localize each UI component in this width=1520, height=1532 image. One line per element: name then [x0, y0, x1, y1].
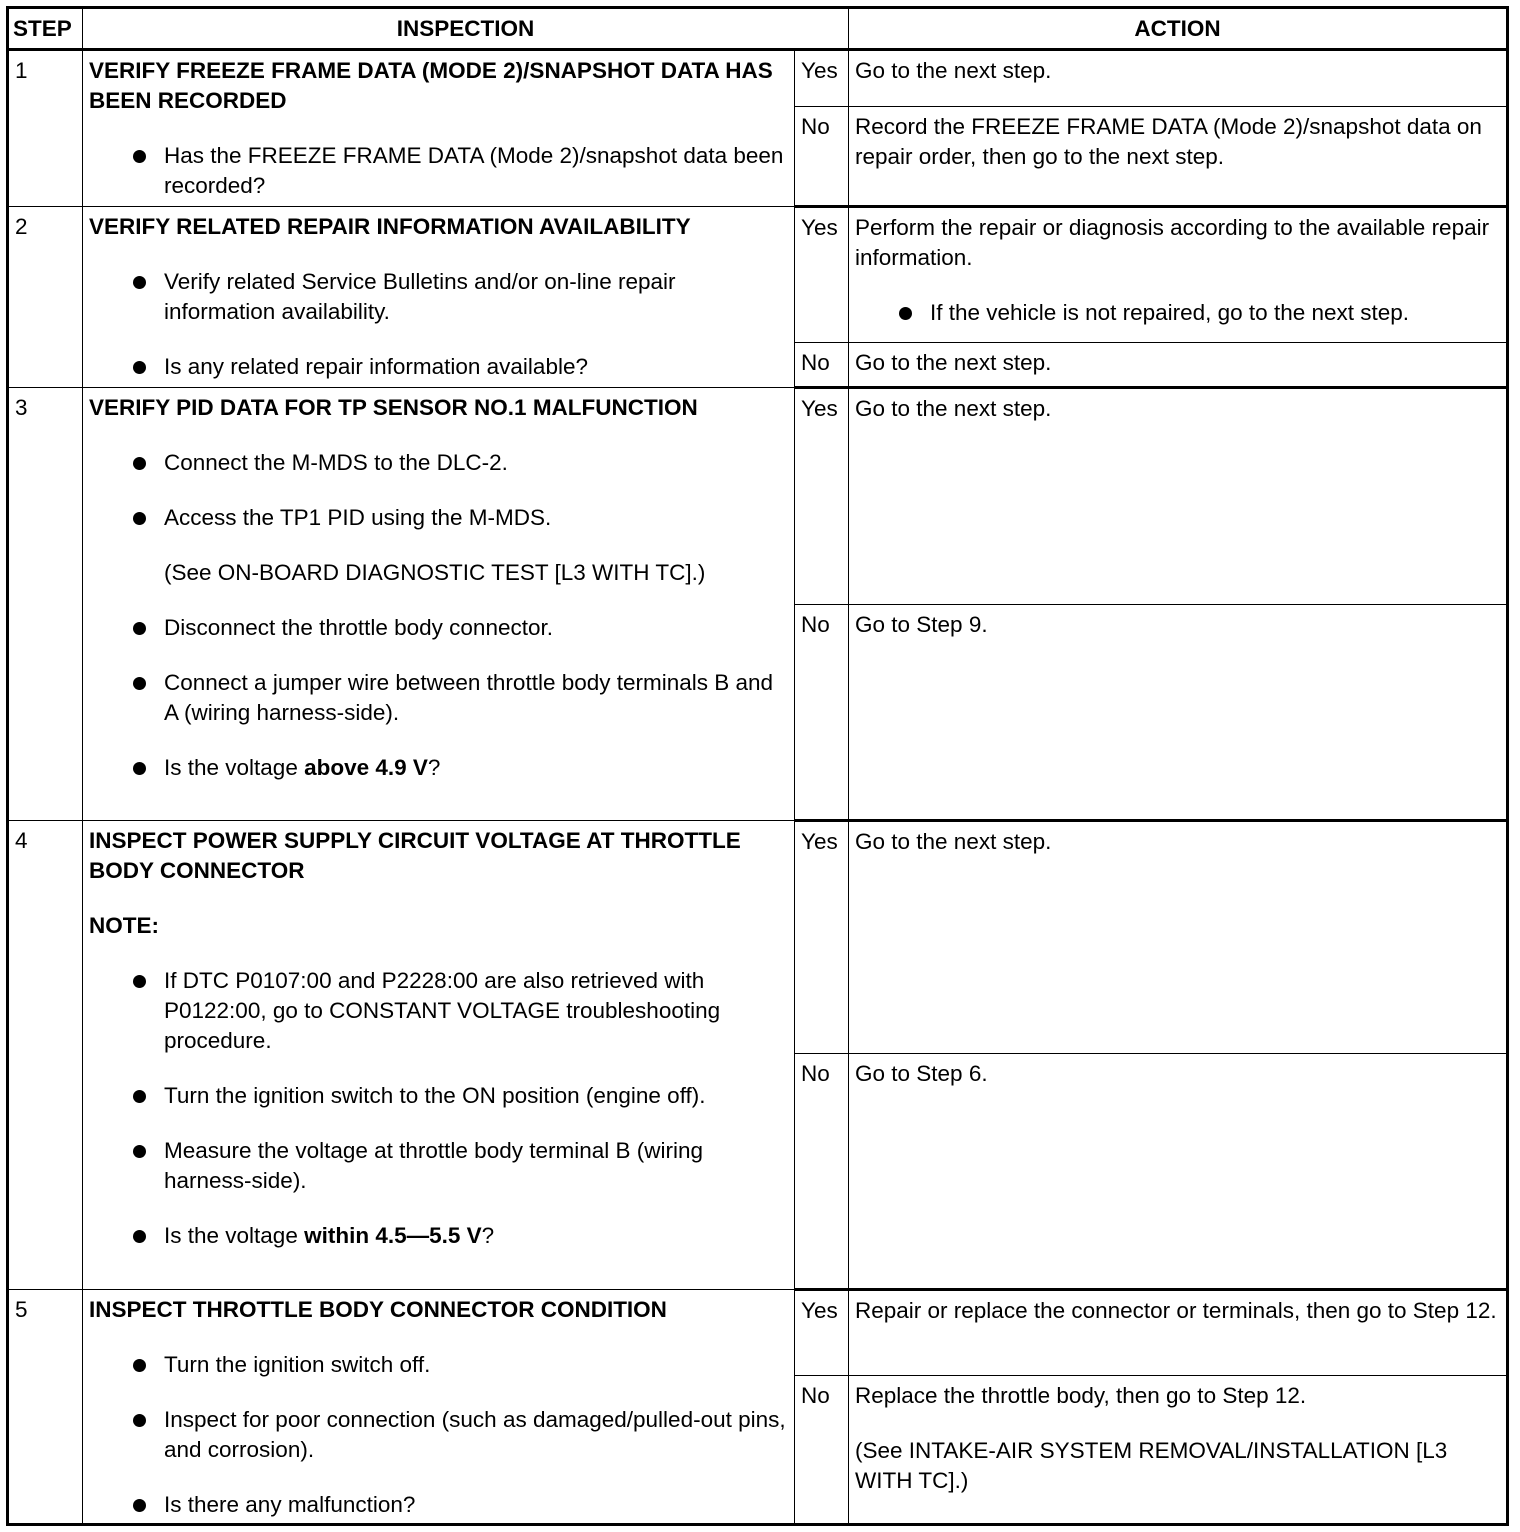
yes-action: Go to the next step.: [849, 821, 1508, 1054]
no-label: No: [795, 107, 849, 207]
threshold-value: within 4.5—5.5 V: [304, 1223, 482, 1249]
inspection-question: Is the voltage within 4.5—5.5 V?: [164, 1221, 789, 1251]
yes-label: Yes: [795, 388, 849, 604]
yes-action: Go to the next step.: [849, 388, 1508, 604]
step-number: 5: [8, 1289, 83, 1524]
inspection-question: Is the voltage above 4.9 V?: [164, 753, 789, 783]
no-action: Go to Step 6.: [849, 1054, 1508, 1289]
note-label: NOTE:: [89, 913, 159, 939]
bullet-text: Access the TP1 PID using the M-MDS.: [164, 505, 552, 531]
inspection-cell: [83, 821, 795, 1290]
action-column-header: ACTION: [849, 8, 1508, 50]
step-number: 2: [8, 207, 83, 388]
threshold-value: above 4.9 V: [304, 755, 428, 781]
inspection-bullet: Connect a jumper wire between throttle body terminals B and A (wiring harness-side).: [164, 668, 789, 728]
yes-action: Perform the repair or diagnosis according to the available repair information.: [855, 215, 1490, 271]
table-row: [8, 1289, 1508, 1375]
step-title: INSPECT POWER SUPPLY CIRCUIT VOLTAGE AT THROTTLE BODY CONNECTOR: [89, 828, 741, 884]
inspection-bullet: Disconnect the throttle body connector.: [164, 613, 789, 643]
yes-action-cell: [849, 207, 1508, 343]
step-number: 3: [8, 388, 83, 821]
reference-note: (See ON-BOARD DIAGNOSTIC TEST [L3 WITH TC].): [164, 560, 706, 586]
table-row: [8, 821, 1508, 1054]
no-label: No: [795, 343, 849, 388]
yes-label: Yes: [795, 50, 849, 107]
action-bullet: If the vehicle is not repaired, go to the next step.: [930, 298, 1501, 328]
inspection-bullet-with-note: [164, 503, 789, 588]
inspection-bullet: Inspect for poor connection (such as damaged/pulled-out pins, and corrosion).: [164, 1405, 789, 1465]
inspection-column-header: INSPECTION: [83, 8, 849, 50]
inspection-bullet: Turn the ignition switch off.: [164, 1350, 789, 1380]
no-action-cell: [849, 1376, 1508, 1525]
no-label: No: [795, 604, 849, 820]
yes-action: Repair or replace the connector or terminals, then go to Step 12.: [849, 1289, 1508, 1375]
diagnostic-procedure-table: [6, 6, 1509, 1526]
table-row: [8, 50, 1508, 107]
yes-label: Yes: [795, 821, 849, 1054]
inspection-bullet: Has the FREEZE FRAME DATA (Mode 2)/snapshot data been recorded?: [164, 141, 789, 201]
reference-note: (See INTAKE-AIR SYSTEM REMOVAL/INSTALLATION [L3 WITH TC].): [855, 1438, 1448, 1494]
inspection-cell: [83, 1289, 795, 1524]
inspection-bullet: If DTC P0107:00 and P2228:00 are also retrieved with P0122:00, go to CONSTANT VOLTAGE troubleshooting procedure.: [164, 966, 789, 1056]
inspection-bullet: Verify related Service Bulletins and/or on-line repair information availability.: [164, 267, 789, 327]
inspection-cell: [83, 388, 795, 821]
table-row: [8, 388, 1508, 604]
inspection-question: Is any related repair information available?: [164, 352, 789, 382]
step-title: VERIFY FREEZE FRAME DATA (MODE 2)/SNAPSHOT DATA HAS BEEN RECORDED: [89, 58, 773, 114]
inspection-cell: [83, 50, 795, 207]
inspection-bullet: Measure the voltage at throttle body terminal B (wiring harness-side).: [164, 1136, 789, 1196]
no-action: Replace the throttle body, then go to Step 12.: [855, 1383, 1307, 1409]
yes-label: Yes: [795, 1289, 849, 1375]
step-title: VERIFY PID DATA FOR TP SENSOR NO.1 MALFUNCTION: [89, 395, 698, 421]
yes-action: Go to the next step.: [849, 50, 1508, 107]
step-title: VERIFY RELATED REPAIR INFORMATION AVAILABILITY: [89, 214, 691, 240]
no-label: No: [795, 1376, 849, 1525]
table-header-row: [8, 8, 1508, 50]
no-label: No: [795, 1054, 849, 1289]
inspection-bullet: Turn the ignition switch to the ON position (engine off).: [164, 1081, 789, 1111]
yes-label: Yes: [795, 207, 849, 343]
inspection-cell: [83, 207, 795, 388]
table-row: [8, 207, 1508, 343]
step-number: 4: [8, 821, 83, 1290]
step-number: 1: [8, 50, 83, 207]
step-title: INSPECT THROTTLE BODY CONNECTOR CONDITION: [89, 1296, 667, 1322]
no-action: Record the FREEZE FRAME DATA (Mode 2)/snapshot data on repair order, then go to the next step.: [849, 107, 1508, 207]
inspection-bullet: Connect the M-MDS to the DLC-2.: [164, 448, 789, 478]
inspection-question: Is there any malfunction?: [164, 1490, 789, 1520]
no-action: Go to the next step.: [849, 343, 1508, 388]
step-column-header: STEP: [8, 8, 83, 50]
no-action: Go to Step 9.: [849, 604, 1508, 820]
